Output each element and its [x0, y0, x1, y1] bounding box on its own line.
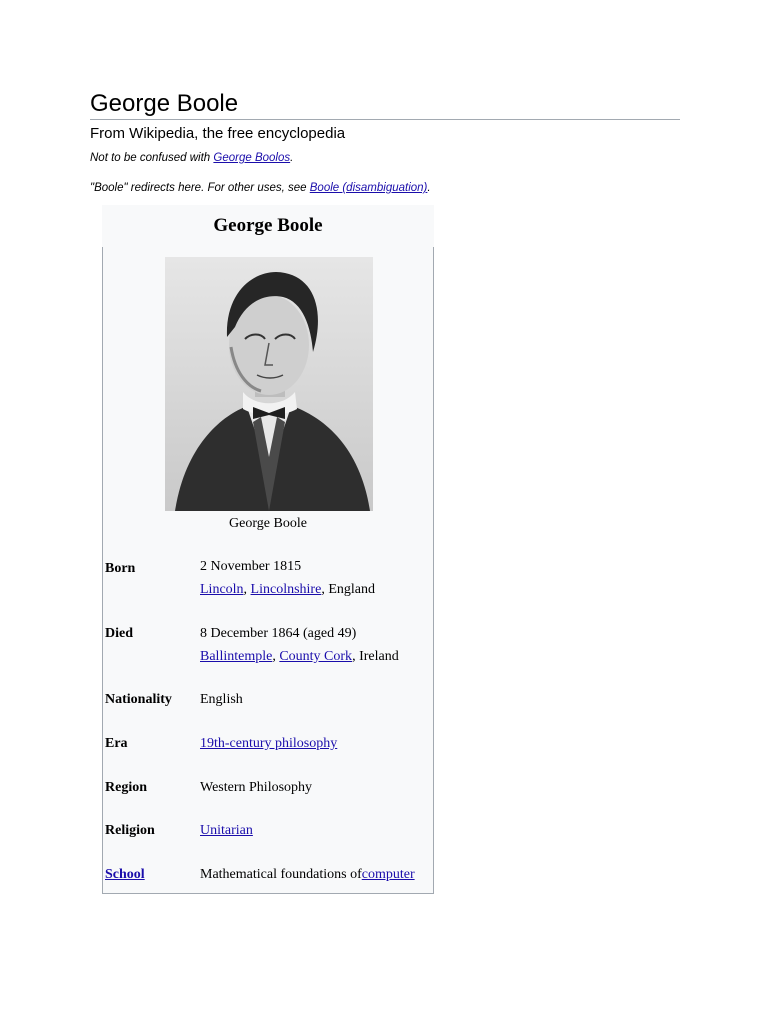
site-tagline: From Wikipedia, the free encyclopedia [90, 125, 346, 142]
value-born-date: 2 November 1815 [200, 559, 302, 574]
separator: , [272, 649, 280, 664]
label-era: Era [105, 736, 128, 751]
link-boole-disambiguation[interactable]: Boole (disambiguation) [309, 182, 428, 194]
link-19th-century-philosophy[interactable]: 19th-century philosophy [200, 736, 338, 751]
label-religion: Religion [105, 823, 155, 838]
link-county-cork[interactable]: County Cork [279, 649, 353, 664]
hatnote-text: Not to be confused with [90, 152, 214, 164]
label-region: Region [105, 780, 147, 795]
link-george-boolos[interactable]: George Boolos [213, 152, 291, 164]
value-born-place [200, 578, 375, 601]
label-school [105, 864, 145, 886]
portrait-image[interactable] [165, 257, 373, 511]
link-lincolnshire[interactable]: Lincolnshire [250, 582, 322, 597]
link-unitarian[interactable]: Unitarian [200, 823, 253, 838]
link-computer[interactable]: computer [361, 867, 415, 882]
label-born: Born [105, 561, 136, 576]
value-died-date: 8 December 1864 (aged 49) [200, 626, 357, 641]
place-rest: , Ireland [352, 649, 399, 664]
value-nationality: English [200, 692, 243, 707]
hatnote-text: "Boole" redirects here. For other uses, see [90, 182, 310, 194]
hatnote-confusion [90, 151, 293, 165]
hatnote-suffix: . [427, 182, 431, 194]
infobox [102, 247, 434, 894]
infobox-title: George Boole [102, 205, 434, 247]
label-died: Died [105, 626, 133, 641]
link-ballintemple[interactable]: Ballintemple [200, 649, 273, 664]
label-nationality: Nationality [105, 692, 172, 707]
value-school [200, 863, 415, 886]
school-text: Mathematical foundations of [200, 867, 362, 882]
hatnote-suffix: . [290, 152, 294, 164]
link-school[interactable]: School [105, 867, 145, 882]
place-rest: , England [321, 582, 375, 597]
separator: , [243, 582, 251, 597]
value-region: Western Philosophy [200, 780, 313, 795]
hatnote-redirect [90, 181, 431, 195]
value-religion [200, 819, 253, 842]
link-lincoln[interactable]: Lincoln [200, 582, 244, 597]
page-title: George Boole [90, 90, 680, 120]
value-era [200, 732, 337, 755]
image-caption: George Boole [229, 516, 307, 531]
value-died-place [200, 645, 399, 668]
